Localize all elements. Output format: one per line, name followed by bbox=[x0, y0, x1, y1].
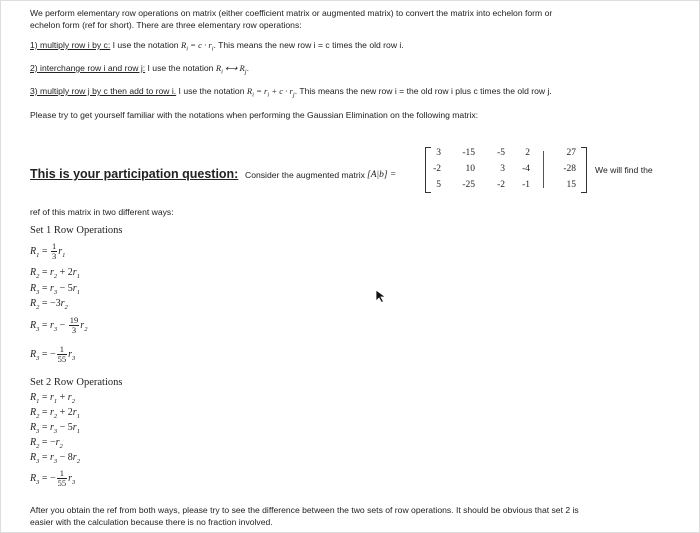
intro-line-1: We perform elementary row operations on matrix (either coefficient matrix or augmented matrix) to convert the matrix into echelon form or bbox=[30, 8, 553, 18]
op-2-notation: $R_i$ ⟷ $R_j$ bbox=[215, 63, 247, 76]
matrix-cell: -1 bbox=[522, 180, 530, 190]
set2-op-1: $R_1 = r_1 + r_2$ bbox=[30, 392, 75, 405]
op-3-label: 3) multiply row j by c then add to row i. bbox=[30, 86, 177, 96]
question-title: This is your participation question: bbox=[30, 167, 239, 181]
familiar-text: Please try to get yourself familiar with the notations when performing the Gaussian Elimination on the following matrix: bbox=[30, 110, 479, 120]
set2-op-6: $R_3$ = − $\frac{1}{55}$ $r_3$ bbox=[30, 468, 76, 488]
op-3 bbox=[30, 85, 552, 102]
ref-line: ref of this matrix in two different ways: bbox=[30, 207, 174, 217]
set1-op-1: $R_1$ = $\frac{1}{3}$ $r_1$ bbox=[30, 241, 66, 261]
set1-op-5: $R_3 = r_3$ − $\frac{19}{3}$ $r_2$ bbox=[30, 315, 88, 335]
outro-line-1: After you obtain the ref from both ways, please try to see the difference between the two sets of row operations. It should be obvious that set 2 is bbox=[30, 505, 579, 515]
set2-title: Set 2 Row Operations bbox=[30, 377, 123, 388]
op-3-post: . This means the new row i = the old row i plus c times the old row j. bbox=[294, 86, 552, 96]
op-2 bbox=[30, 62, 249, 79]
op-1-notation: $R_i = c \cdot r_i$ bbox=[180, 40, 214, 53]
set2-op-3: $R_3 = r_3 - 5r_1$ bbox=[30, 422, 80, 435]
op-3-pre: I use the notation bbox=[176, 86, 245, 96]
set1-op-3: $R_3 = r_3 - 5r_1$ bbox=[30, 283, 80, 296]
set1-title: Set 1 Row Operations bbox=[30, 225, 123, 236]
op-2-pre: I use the notation bbox=[145, 63, 214, 73]
op-2-label: 2) interchange row i and row j: bbox=[30, 63, 146, 73]
outro-line-2: easier with the calculation because there is no fraction involved. bbox=[30, 517, 273, 527]
op-3-notation: $R_i = r_i + c \cdot r_j$ bbox=[246, 86, 295, 99]
op-1-pre: I use the notation bbox=[110, 40, 179, 50]
set1-op-2: $R_2 = r_2 + 2r_1$ bbox=[30, 267, 80, 280]
set1-op-4: $R_2 = -3r_2$ bbox=[30, 298, 68, 311]
augment-divider bbox=[543, 151, 544, 188]
matrix-label: [A|b] = bbox=[367, 170, 397, 180]
question-text: Consider the augmented matrix bbox=[245, 170, 365, 180]
matrix-cell: 3 bbox=[500, 164, 505, 174]
set2-op-4: $R_2 = -r_2$ bbox=[30, 437, 63, 450]
matrix-cell: -2 bbox=[497, 180, 505, 190]
matrix-cell: 10 bbox=[465, 164, 475, 174]
op-1-post: . This means the new row i = c times the old row i. bbox=[213, 40, 404, 50]
matrix-cell: -2 bbox=[433, 164, 441, 174]
question-after: We will find the bbox=[595, 165, 653, 175]
matrix-cell: 2 bbox=[525, 148, 530, 158]
matrix-cell: -15 bbox=[462, 148, 475, 158]
matrix-cell: -4 bbox=[522, 164, 530, 174]
op-1 bbox=[30, 39, 404, 56]
matrix-cell: 3 bbox=[436, 148, 441, 158]
pointer-arrow-icon bbox=[375, 289, 387, 308]
matrix-cell: -5 bbox=[497, 148, 505, 158]
op-2-post: . bbox=[246, 63, 249, 73]
set2-op-2: $R_2 = r_2 + 2r_1$ bbox=[30, 407, 80, 420]
op-1-label: 1) multiply row i by c: bbox=[30, 40, 111, 50]
matrix-cell: 15 bbox=[566, 180, 576, 190]
matrix-right-bracket bbox=[581, 147, 587, 193]
matrix-cell: 5 bbox=[436, 180, 441, 190]
set1-op-6: $R_3$ = − $\frac{1}{55}$ $r_3$ bbox=[30, 344, 76, 364]
matrix-cell: -28 bbox=[563, 164, 576, 174]
matrix-cell: 27 bbox=[566, 148, 576, 158]
intro-line-2: echelon form (ref for short). There are three elementary row operations: bbox=[30, 20, 302, 30]
set2-op-5: $R_3 = r_3 - 8r_2$ bbox=[30, 452, 80, 465]
matrix-cell: -25 bbox=[462, 180, 475, 190]
